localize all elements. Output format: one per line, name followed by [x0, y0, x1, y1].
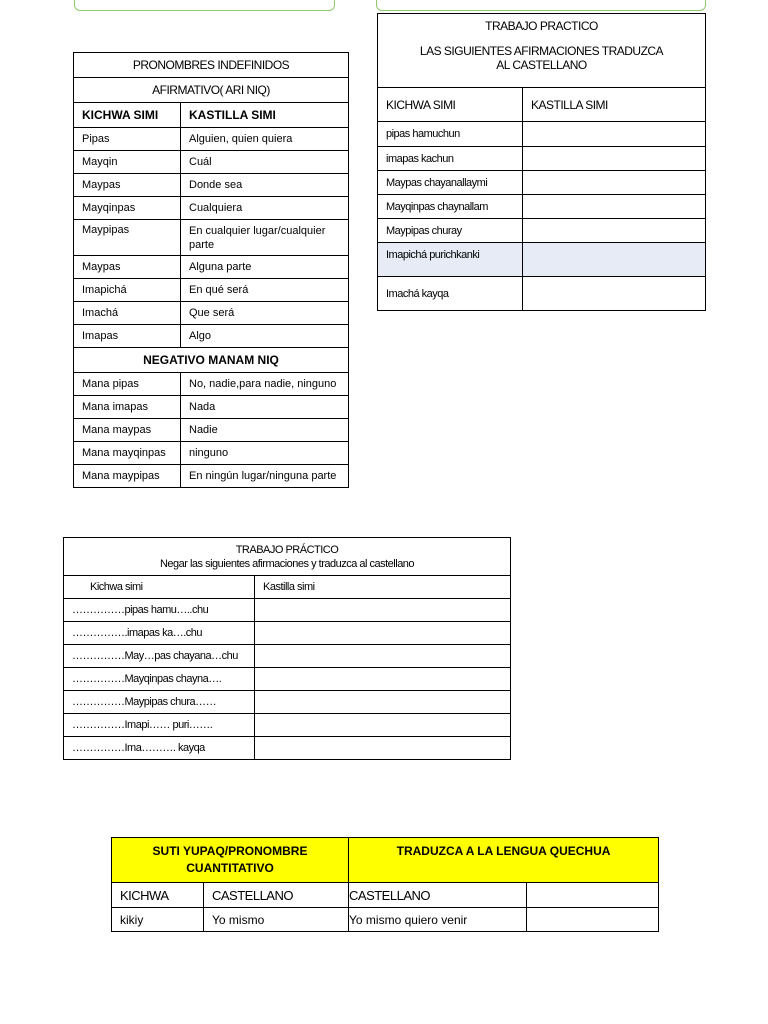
practice1-header [378, 14, 706, 88]
table-row: Imapichá purichkanki [378, 243, 706, 277]
answer-cell[interactable] [527, 908, 659, 932]
table-row: Mana pipas No, nadie,para nadie, ninguno [74, 373, 349, 396]
table-row: ……………Imapi…… puri……. [64, 714, 511, 737]
table-row: Mayqinpas chaynallam [378, 195, 706, 219]
table-row: Mana mayqinpas ninguno [74, 442, 349, 465]
answer-cell[interactable] [255, 737, 511, 760]
table-row: Maypas Donde sea [74, 174, 349, 197]
table-row: Mana maypipas En ningún lugar/ninguna parte [74, 465, 349, 488]
table-row: Maypas Alguna parte [74, 256, 349, 279]
practice1-col-kastilla: KASTILLA SIMI [523, 88, 706, 122]
practice2-title: TRABAJO PRÁCTICO [235, 543, 339, 556]
practice2-header [64, 538, 511, 576]
top-frame-left [74, 0, 335, 11]
practice1-table [377, 13, 706, 311]
table-row: kikiy Yo mismo Yo mismo quiero venir [112, 908, 659, 932]
answer-cell[interactable] [523, 147, 706, 171]
answer-cell[interactable] [523, 195, 706, 219]
negative-heading: NEGATIVO MANAM NIQ [74, 348, 349, 373]
table-row: Maypipas En cualquier lugar/cualquier parte [74, 220, 349, 256]
answer-cell[interactable] [523, 243, 706, 277]
table-row: Mayqin Cuál [74, 151, 349, 174]
practice1-instruction: LAS SIGUIENTES AFIRMACIONES TRADUZCA AL CASTELLANO [419, 44, 664, 72]
table-row: Mana imapas Nada [74, 396, 349, 419]
table-row: Imachá kayqa [378, 277, 706, 311]
table-row: ……………Ima………. kayqa [64, 737, 511, 760]
table-row: ……………pipas hamu…..chu [64, 599, 511, 622]
answer-cell[interactable] [523, 122, 706, 147]
top-frame-right [376, 0, 706, 11]
table-row: Maypipas churay [378, 219, 706, 243]
answer-cell[interactable] [523, 171, 706, 195]
table-row: Mana maypas Nadie [74, 419, 349, 442]
quantitative-col-kichwa: KICHWA [112, 883, 204, 908]
quantitative-header-right: TRADUZCA A LA LENGUA QUECHUA [349, 838, 659, 883]
table-row: imapas kachun [378, 147, 706, 171]
table-row: Maypas chayanallaymi [378, 171, 706, 195]
table-row: Imachá Que será [74, 302, 349, 325]
quantitative-col-castellano-2: CASTELLANO [349, 883, 527, 908]
answer-cell[interactable] [523, 219, 706, 243]
pronouns-title: PRONOMBRES INDEFINIDOS [74, 53, 349, 78]
answer-cell[interactable] [255, 714, 511, 737]
table-row: Imapas Algo [74, 325, 349, 348]
quantitative-col-empty [527, 883, 659, 908]
quantitative-table [111, 837, 659, 932]
table-row: …………….imapas ka….chu [64, 622, 511, 645]
practice2-table [63, 537, 511, 760]
practice2-col-kastilla: Kastilla simi [255, 576, 511, 599]
practice2-col-kichwa: Kichwa simi [64, 576, 255, 599]
answer-cell[interactable] [523, 277, 706, 311]
table-row: ……………Mayqinpas chayna…. [64, 668, 511, 691]
answer-cell[interactable] [255, 691, 511, 714]
table-row: Imapichá En qué será [74, 279, 349, 302]
answer-cell[interactable] [255, 668, 511, 691]
answer-cell[interactable] [255, 645, 511, 668]
table-row: ……………May…pas chayana…chu [64, 645, 511, 668]
table-row: Pipas Alguien, quien quiera [74, 128, 349, 151]
affirmative-heading: AFIRMATIVO( ARI NIQ) [74, 78, 349, 103]
pronouns-table [73, 52, 349, 488]
answer-cell[interactable] [255, 599, 511, 622]
col-kastilla-header: KASTILLA SIMI [181, 103, 349, 128]
practice2-instruction: Negar las siguientes afirmaciones y traduzca al castellano [159, 557, 415, 570]
col-kichwa-header: KICHWA SIMI [74, 103, 181, 128]
table-row: ……………Maypipas chura…… [64, 691, 511, 714]
quantitative-col-castellano: CASTELLANO [204, 883, 349, 908]
practice1-col-kichwa: KICHWA SIMI [378, 88, 523, 122]
practice1-title: TRABAJO PRACTICO [485, 19, 598, 33]
table-row: pipas hamuchun [378, 122, 706, 147]
answer-cell[interactable] [255, 622, 511, 645]
quantitative-header-left: SUTI YUPAQ/PRONOMBRE CUANTITATIVO [112, 838, 349, 883]
table-row: Mayqinpas Cualquiera [74, 197, 349, 220]
